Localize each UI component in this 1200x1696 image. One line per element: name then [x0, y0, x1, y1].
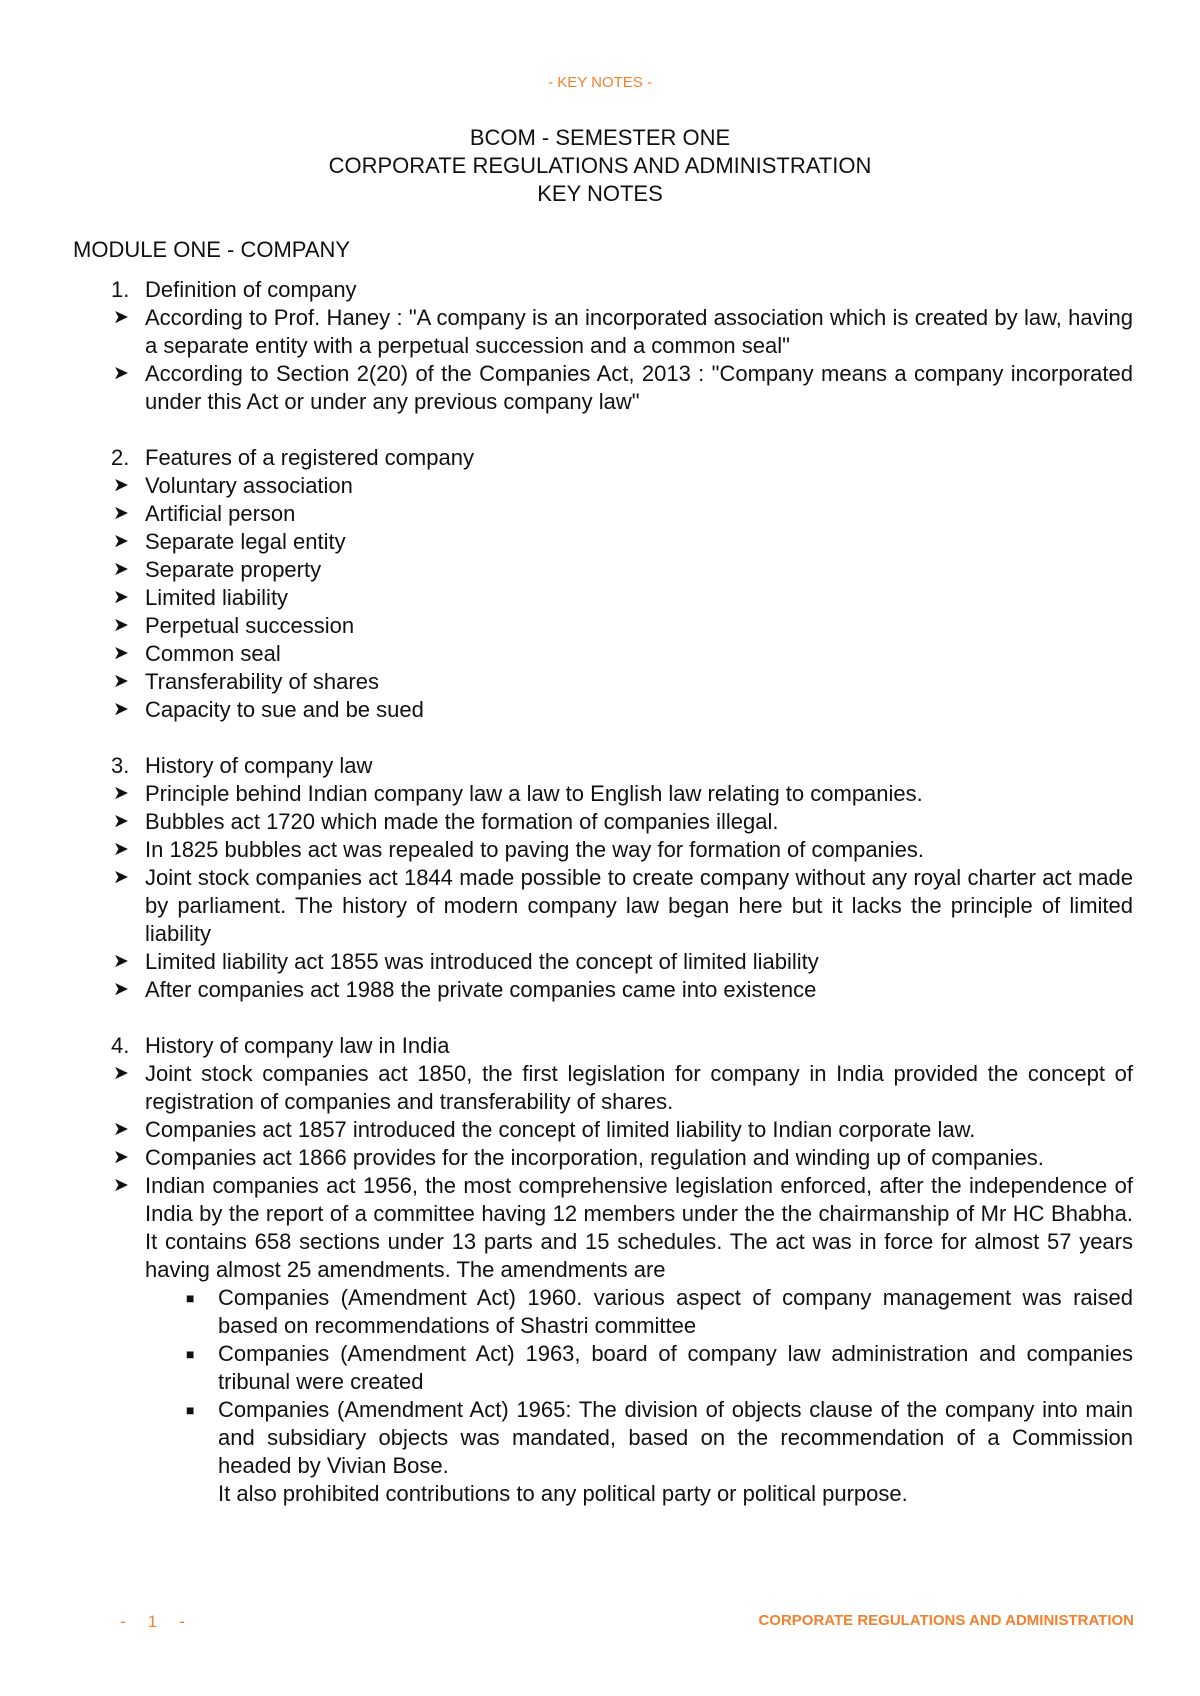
- title-line-1: BCOM - SEMESTER ONE: [469, 125, 731, 150]
- sub-list-continuation: It also prohibited contributions to any political party or political purpose.: [218, 1481, 908, 1506]
- arrow-bullet-icon: ➤: [113, 475, 129, 496]
- arrow-bullet-icon: ➤: [113, 671, 129, 692]
- title-line-2: CORPORATE REGULATIONS AND ADMINISTRATION: [328, 153, 872, 178]
- arrow-bullet-icon: ➤: [113, 559, 129, 580]
- arrow-bullet-icon: ➤: [113, 867, 129, 888]
- list-item: ➤ Voluntary association: [113, 473, 353, 498]
- section-title: History of company law in India: [145, 1033, 450, 1058]
- list-item: ➤ Indian companies act 1956, the most comprehensive legislation enforced, after the independence of India by the report of a committee having 12 members under the the chairmanship of Mr HC Bhabha. It contains 658 sections under 13 parts and 15 schedules. The act was in force for almost 57 years having almost 25 amendments. The amendments are: [113, 1173, 1133, 1282]
- list-item: ➤ Transferability of shares: [113, 669, 379, 694]
- square-bullet-icon: ■: [186, 1346, 195, 1362]
- arrow-bullet-icon: ➤: [113, 783, 129, 804]
- sub-list-item: ■ Companies (Amendment Act) 1965: The division of objects clause of the company into main and subsidiary objects was mandated, based on the recommendation of a Commission headed by Vivian Bose.: [186, 1397, 1133, 1478]
- section-title: History of company law: [145, 753, 373, 778]
- list-item: ➤ Principle behind Indian company law a law to English law relating to companies.: [113, 781, 923, 806]
- page-footer: [0, 1612, 1200, 1636]
- list-item: ➤ Companies act 1857 introduced the concept of limited liability to Indian corporate law.: [113, 1117, 976, 1142]
- arrow-bullet-icon: ➤: [113, 811, 129, 832]
- list-item: ➤ Bubbles act 1720 which made the formation of companies illegal.: [113, 809, 779, 834]
- footer-title: CORPORATE REGULATIONS AND ADMINISTRATION: [758, 1612, 1134, 1629]
- list-item: ➤ Separate legal entity: [113, 529, 346, 554]
- arrow-bullet-icon: ➤: [113, 1063, 129, 1084]
- section-features: [73, 444, 1133, 724]
- arrow-bullet-icon: ➤: [113, 699, 129, 720]
- section-number: 4.: [111, 1033, 130, 1058]
- module-heading: MODULE ONE - COMPANY: [73, 237, 351, 262]
- section-title: Definition of company: [145, 277, 357, 302]
- arrow-bullet-icon: ➤: [113, 1119, 129, 1140]
- arrow-bullet-icon: ➤: [113, 1175, 129, 1196]
- list-item: ➤ Artificial person: [113, 501, 296, 526]
- list-item: ➤ Limited liability act 1855 was introduced the concept of limited liability: [113, 949, 819, 974]
- section-number: 2.: [111, 445, 130, 470]
- list-item: ➤ Limited liability: [113, 585, 289, 610]
- arrow-bullet-icon: ➤: [113, 1147, 129, 1168]
- section-title: Features of a registered company: [145, 445, 474, 470]
- list-item: ➤ Capacity to sue and be sued: [113, 697, 424, 722]
- arrow-bullet-icon: ➤: [113, 587, 129, 608]
- arrow-bullet-icon: ➤: [113, 951, 129, 972]
- section-heading: [73, 444, 1133, 472]
- section-definition: [73, 276, 1133, 416]
- title-block: [0, 124, 1200, 208]
- list-item: ➤ According to Section 2(20) of the Companies Act, 2013 : "Company means a company incorporated under this Act or under any previous company law": [113, 361, 1133, 414]
- list-item: ➤ Joint stock companies act 1844 made possible to create company without any royal charter act made by parliament. The history of modern company law began here but it lacks the principle of limited liability: [113, 865, 1133, 946]
- list-item: ➤ Companies act 1866 provides for the incorporation, regulation and winding up of companies.: [113, 1145, 1044, 1170]
- arrow-bullet-icon: ➤: [113, 363, 129, 384]
- list-item: ➤ After companies act 1988 the private companies came into existence: [113, 977, 817, 1002]
- arrow-bullet-icon: ➤: [113, 643, 129, 664]
- section-history-india: [73, 1032, 1133, 1508]
- list-item: ➤ In 1825 bubbles act was repealed to paving the way for formation of companies.: [113, 837, 925, 862]
- arrow-bullet-icon: ➤: [113, 979, 129, 1000]
- section-number: 1.: [111, 277, 130, 302]
- list-item: ➤ Perpetual succession: [113, 613, 355, 638]
- square-bullet-icon: ■: [186, 1290, 195, 1306]
- section-number: 3.: [111, 753, 130, 778]
- list-item: ➤ Separate property: [113, 557, 322, 582]
- sub-list-item: ■ Companies (Amendment Act) 1960. various aspect of company management was raised based on recommendations of Shastri committee: [186, 1285, 1133, 1338]
- list-item: ➤ Joint stock companies act 1850, the first legislation for company in India provided the concept of registration of companies and transferability of shares.: [113, 1061, 1133, 1114]
- square-bullet-icon: ■: [186, 1402, 195, 1418]
- header-note: - KEY NOTES -: [548, 74, 652, 91]
- section-history: [73, 752, 1133, 1004]
- page-number: - 1 -: [120, 1612, 185, 1631]
- section-heading: [73, 276, 1133, 304]
- list-item: ➤ Common seal: [113, 641, 281, 666]
- title-line-3: KEY NOTES: [537, 181, 663, 206]
- section-heading: [73, 1032, 1133, 1060]
- document-content: [73, 236, 1133, 1536]
- arrow-bullet-icon: ➤: [113, 839, 129, 860]
- sub-list-item: ■ Companies (Amendment Act) 1963, board of company law administration and companies tribunal were created: [186, 1341, 1133, 1394]
- section-heading: [73, 752, 1133, 780]
- list-item: ➤ According to Prof. Haney : "A company is an incorporated association which is created by law, having a separate entity with a perpetual succession and a common seal": [113, 305, 1133, 358]
- arrow-bullet-icon: ➤: [113, 503, 129, 524]
- arrow-bullet-icon: ➤: [113, 307, 129, 328]
- arrow-bullet-icon: ➤: [113, 531, 129, 552]
- arrow-bullet-icon: ➤: [113, 615, 129, 636]
